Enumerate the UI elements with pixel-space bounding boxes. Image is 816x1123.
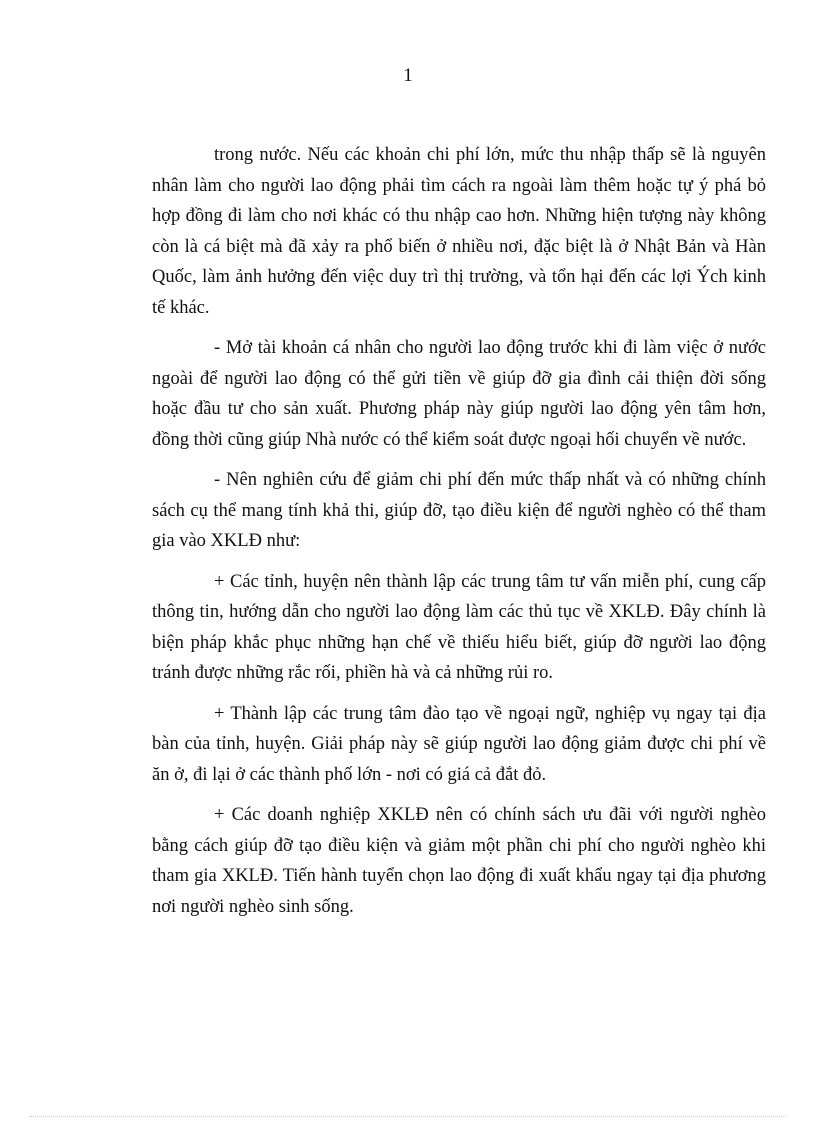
paragraph-reduce-costs: - Nên nghiên cứu để giảm chi phí đến mức thấp nhất và có những chính sách cụ thể mang tính khả thi, giúp đỡ, tạo điều kiện để người nghèo có thể tham gia vào XKLĐ như: [152, 470, 766, 551]
paragraph-training-centers: + Thành lập các trung tâm đào tạo về ngoại ngữ, nghiệp vụ ngay tại địa bàn của tỉnh, huyện. Giải pháp này sẽ giúp người lao động giảm được chi phí về ăn ở, đi lại ở các thành phố lớn - nơi có giá cả đắt đỏ. [152, 703, 766, 785]
paragraph-intro: trong nước. Nếu các khoản chi phí lớn, mức thu nhập thấp sẽ là nguyên nhân làm cho người lao động phải tìm cách ra ngoài làm thêm hoặc tự ý phá bỏ hợp đồng đi làm cho nơi khác có thu nhập cao hơn. Những hiện tượng này không còn là cá biệt mà đã xảy ra phổ biến ở nhiều nơi, đặc biệt là ở Nhật Bản và Hàn Quốc, làm ảnh hưởng đến việc duy trì thị trường, và tổn hại đến các lợi Ých kinh tế khác. [152, 145, 766, 318]
paragraph-bank-account: - Mở tài khoản cá nhân cho người lao động trước khi đi làm việc ở nước ngoài để người lao động có thể gửi tiền về giúp đỡ gia đình cải thiện đời sống hoặc đầu tư cho sản xuất. Phương pháp này giúp người lao động yên tâm hơn, đồng thời cũng giúp Nhà nước có thể kiểm soát được ngoại hối chuyển về nước. [152, 338, 766, 450]
paragraph-enterprise-policy: + Các doanh nghiệp XKLĐ nên có chính sách ưu đãi với người nghèo bằng cách giúp đỡ tạo điều kiện và giảm một phần chi phí cho người nghèo khi tham gia XKLĐ. Tiến hành tuyển chọn lao động đi xuất khẩu ngay tại địa phương nơi người nghèo sinh sống. [152, 805, 766, 917]
page-bottom-divider [30, 1116, 786, 1117]
page-number: 1 [403, 65, 413, 86]
paragraph-consulting-centers: + Các tỉnh, huyện nên thành lập các trung tâm tư vấn miễn phí, cung cấp thông tin, hướng dẫn cho người lao động làm các thủ tục về XKLĐ. Đây chính là biện pháp khắc phục những hạn chế về thiếu hiểu biết, giúp đỡ người lao động tránh được những rắc rối, phiền hà và cả những rủi ro. [152, 571, 766, 683]
document-body [152, 140, 766, 932]
